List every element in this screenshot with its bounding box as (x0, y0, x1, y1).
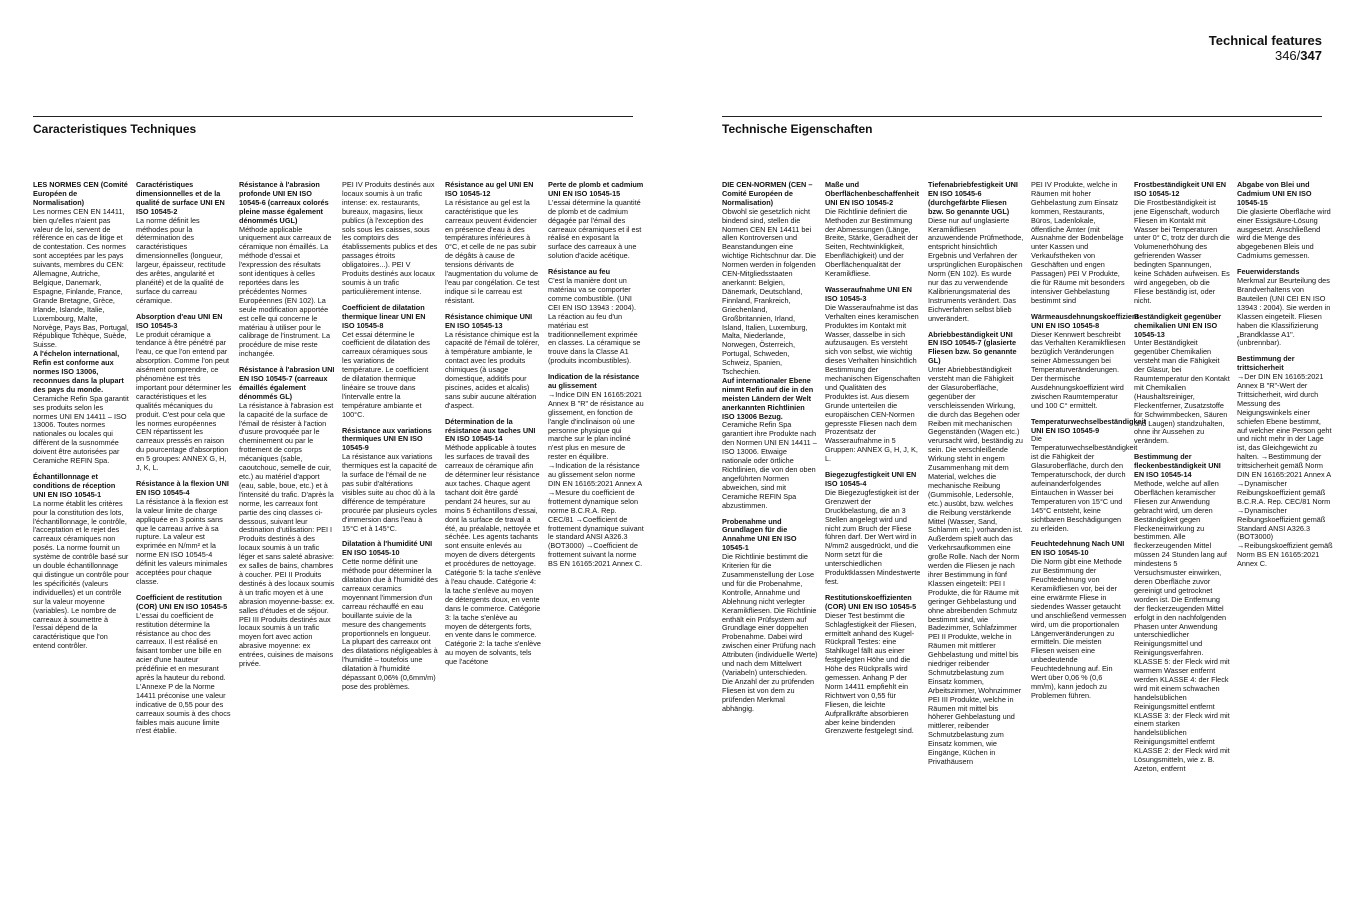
spec-text: Die Temperaturwechselbeständigkeit ist die Fähigkeit der Glasuroberfläche, durch den Temperaturschock, der durch aufeinanderfolgendes Eintauchen in Wasser bei Temperaturen von 15°C und 145°C entsteht, keine sichtbaren Beschädigungen zu erleiden. (1031, 434, 1138, 533)
spec-text: Dieser Test bestimmt die Schlagfestigkeit der Fliesen, ermittelt anhand des Kugel-Rückprall Testes: eine Stahlkugel fällt aus einer festgelegten Höhe und die Höhe des Rückpralls wird gemessen. Anhang P der Norm 14411 empfiehlt ein Richtwert von 0,55 für Fliesen, die leichte Aufprallkräfte absorbieren aber keine bindenden Grenzwerte festgelegt sind. (825, 610, 917, 736)
spec-text: Ceramiche Refin Spa garantiert ihre Produkte nach den Normen UNI EN 14411 – ISO 13006. Etwaige nationale oder örtliche Richtlinien, die von den oben angeführten Normen abweichen, sind mit Ceramiche REFIN Spa abzustimmen. (722, 420, 817, 510)
spec-block (825, 471, 921, 587)
spec-block (1237, 268, 1333, 348)
spec-text: PEI IV Produkte, welche in Räumen mit hoher Gehbelastung zum Einsatz kommen, Restaurants, Büros, Ladenlokale, öffentliche Ämter (mit Ausnahme der Bodenbeläge unter Kassen und Verkaufstheken von Geschäften und engen Passagen) PEI V Produkte, die für Räume mit besonders intensiver Gehbelastung bestimmt sind (1031, 180, 1125, 305)
spec-heading: Feuerwiderstands (1237, 267, 1300, 277)
spec-text: L'essai du coefficient de restitution détermine la résistance au choc des carreaux. Il est réalisé en faisant tomber une bille en acier d'une hauteur prédéfinie et en mesurant après la hauteur du rebond. L'Annexe P de la Norme 14411 préconise une valeur indicative de 0,55 pour des carreaux soumis à des chocs faibles mais aucune limite n'est établie. (136, 610, 231, 736)
spec-block (1237, 181, 1333, 261)
spec-block (445, 313, 541, 411)
spec-heading: Bestimmung der fleckenbeständigkeit UNI EN ISO 10545-14 (1134, 452, 1221, 480)
spec-heading: Wasseraufnahme UNI EN ISO 10545-3 (825, 284, 912, 303)
text-column (548, 181, 644, 743)
spec-block (1134, 181, 1230, 306)
text-column (445, 181, 541, 743)
spec-block (136, 480, 232, 587)
spec-text: Die Richtlinie definiert die Methoden zur Bestimmung der Abmessungen (Länge, Breite, Stärke, Geradheit der Seiten, Rechtwinkligkeit, Ebenflächigkeit) und der Oberflächenqualität der Keramikfliese. (825, 206, 918, 279)
spec-text: La résistance aux variations thermiques est la capacité de la surface de l'émail de ne pas subir d'altérations visibles suite au choc dû à la différence de température procurée par plusieurs cycles d'immersion dans l'eau à 15°C et à 145°C. (342, 452, 437, 533)
spec-text: La norme établit les critères pour la constitution des lots, l'échantillonnage, le contrôle, l'acceptation et le rejet des carreaux céramiques non posés. La norme fournit un système de contrôle basé sur un double échantillonnage qui distingue un contrôle pour les spécificités (valeurs individuelles) et un contrôle sur la valeur moyenne (variables). Le nombre de carreaux à soumettre à l'essai dépend de la caractéristique que l'on entend contrôler. (33, 498, 129, 651)
spec-block (239, 181, 335, 359)
spec-text: Obwohl sie gesetzlich nicht bindend sind, stellen die Normen CEN EN 14411 bei allen Kontroversen und Beanstandungen eine wichtige Richtschnur dar. Die Normen werden in folgenden CEN-Mitgliedsstaaten anerkannt: Belgien, Dänemark, Deutschland, Finnland, Frankreich, Griechenland, Großbritannien, Irland, Island, Italien, Luxemburg, Malta, Niederlande, Norwegen, Österreich, Portugal, Schweden, Schweiz, Spanien, Tschechien. (722, 206, 817, 377)
spec-heading: Résistance au feu (548, 267, 611, 277)
spec-block (548, 181, 644, 261)
text-column (1134, 181, 1230, 781)
spec-block (825, 594, 921, 737)
spec-text: Méthode applicable uniquement aux carreaux de céramique non émaillés. La méthode d'essai et l'expression des résultats sont identiques à celles reportées dans les précédentes Normes Européennes (EN 102). La seule modification apportée est celle qui concerne le matériau à utiliser pour le calibrage de l'instrument. La procédure de mise reste inchangée. (239, 224, 332, 359)
spec-heading: Tiefenabriebfestigkeit UNI EN ISO 10545-6 (durchgefärbte Fliesen bzw. So genannte UGL) (928, 180, 1018, 216)
spec-block (548, 373, 644, 569)
spec-heading: Résistance à la flexion UNI EN ISO 10545-4 (136, 479, 229, 497)
spec-heading: Caractéristiques dimensionnelles et de la qualité de surface UNI EN ISO 10545-2 (136, 180, 225, 216)
spec-text: Die Wasseraufnahme ist das Verhalten eines keramischen Produktes im Kontakt mit Wasser, dasselbe in sich aufzusaugen. Es versteht sich von selbst, wie wichtig dieses Verhalten hinsichtlich Bestimmung der mechanischen Eigenschaften und Qualitäten des Produktes ist. Aus diesem Grunde unterteilen die europäischen CEN-Normen gepresste Fliesen nach dem Prozentsatz der Wasseraufnahme in 5 Gruppen: ANNEX G, H, J, K, L. (825, 302, 921, 464)
spec-heading: Absorption d'eau UNI EN ISO 10545-3 (136, 311, 223, 330)
spec-block (825, 286, 921, 464)
text-column (136, 181, 232, 743)
spec-text: Methode, welche auf allen Oberflächen keramischer Fliesen zur Anwendung gebracht wird, um deren Beständigkeit gegen Fleckeneinwirkung zu bestimmen. Alle fleckerzeugenden Mittel müssen 24 Stunden lang auf mindestens 5 Versuchsmuster einwirken, deren Oberfläche zuvor gereinigt und getrocknet worden ist. Die Entfernung der fleckerzeugenden Mittel erfolgt in den nachfolgenden Phasen unter Anwendung unterschiedlicher Reinigungsmittel und Reinigungsverfahren. KLASSE 5: der Fleck wird mit warmem Wasser entfernt werden KLASSE 4: der Fleck wird mit einem schwachen handelsüblichen Reinigungsmittel entfernt KLASSE 3: der Fleck wird mit einem starken handelsüblichen Reinigungsmittel entfernt KLASSE 2: der Fleck wird mit Lösungsmitteln, wie z. B. Azeton, entfernt (1134, 479, 1230, 773)
spec-heading: Résistance chimique UNI EN ISO 10545-13 (445, 311, 533, 330)
spec-text: Auf internationaler Ebene nimmt Refin auf die in den meisten Ländern der Welt anerkannten Richtlinien ISO 13006 Bezug. (722, 375, 814, 421)
spec-text: Die glasierte Oberfläche wird einer Essigsäure-Lösung ausgesetzt. Anschließend wird die Menge des abgegebenen Bleis und Cadmiums gemessen. (1237, 206, 1331, 261)
spec-block (1031, 540, 1127, 700)
spec-text: C'est la manière dont un matériau va se comporter comme combustible. (UNI CEI EN ISO 13943 : 2004). La réaction au feu d'un matériau est traditionnellement exprimée en classes. La céramique se trouve dans la Classe A1 (produits incombustibles). (548, 276, 641, 366)
text-column (722, 181, 818, 781)
spec-heading: Maße und Oberflächenbeschaffenheit UNI EN ISO 10545-2 (825, 180, 920, 207)
spec-block (928, 331, 1024, 767)
spec-heading: Coefficient de restitution (COR) UNI EN ISO 10545-5 (136, 592, 228, 611)
text-column (928, 181, 1024, 781)
spec-text: Die Biegezugfestigkeit ist der Grenzwert der Druckbelastung, die an 3 Stellen angelegt wird und nicht zum Bruch der Fliese führen darf. Der Wert wird in N/mm2 ausgedrückt, und die Norm setzt für die unterschiedlichen Produktklassen Mindestwerte fest. (825, 487, 921, 586)
spec-block (445, 418, 541, 667)
spec-heading: Probenahme und Grundlagen für die Annahme UNI EN ISO 10545-1 (722, 516, 797, 553)
text-column (239, 181, 335, 743)
spec-text: Unter Beständigkeit gegenüber Chemikalien versteht man die Fähigkeit der Glasur, bei Raumtemperatur den Kontakt mit Chemikalien (Haushaltsreiniger, Fleckentferner, Zusatzstoffe für Schwimmbecken, Säuren und Laugen) standzuhalten, ohne ihr Aussehen zu verändern. (1134, 338, 1230, 446)
spec-heading: Échantillonnage et conditions de réception UNI EN ISO 10545-1 (33, 472, 116, 499)
spec-block (342, 181, 438, 297)
spec-heading: Restitutionskoeffizienten (COR) UNI EN ISO 10545-5 (825, 592, 917, 611)
left-section-rule (33, 116, 633, 117)
spec-text: La résistance au gel est la caractéristique que les carreaux peuvent évidencier en présence d'eau à des températures inférieures à 0°C, et celle de ne pas subir de dégâts à cause de tensions dérivants de l'augmentation du volume de l'eau par congélation. Ce test indique si le carreau est résistant. (445, 197, 540, 305)
spec-heading: Résistance à l'abrasion profonde UNI EN ISO 10545-6 (carreaux colorés pleine masse également dénommés UGL) (239, 180, 329, 225)
section-title-de: Technische Eigenschaften (722, 122, 873, 136)
french-columns (33, 181, 644, 743)
spec-block (825, 181, 921, 279)
text-column (1237, 181, 1333, 781)
spec-block (136, 313, 232, 473)
spec-text: Unter Abriebbeständigkeit versteht man die Fähigkeit der Glasuroberfläche, gegenüber der verschleissenden Wirkung, die durch das Begehen oder Reiben mit mechanischen Gegenständen (Wagen etc.) verursacht wird, beständig zu sein. Die verschleißende Wirkung steht in engem Zusammenhang mit dem Material, welches die mechanische Reibung (Gummisohle, Ledersohle, etc.) ausübt, bzw. welches die Reibung verstärkende Mittel (Wasser, Sand, Schlamm etc.) vorhanden ist. Außerdem spielt auch das Verkehrsaufkommen eine große Rolle. Nach der Norm werden die Fliesen je nach ihrer Bestimmung in fünf Klassen eingeteilt: PEI I Produkte, die für Räume mit geringer Gehbelastung und ohne abreibenden Schmutz bestimmt sind, wie Badezimmer, Schlafzimmer PEI II Produkte, welche in Räumen mit mittlerer Gehbelastung und mittel bis niedriger reibender Schmutzbelastung zum Einsatz kommen, Arbeitszimmer, Wohnzimmer PEI III Produkte, welche in Räumen mit mittel bis höherer Gehbelastung und mittlerer, reibender Schmutzbelastung zum Einsatz kommen, wie Eingänge, Küchen in Privathäusern (928, 365, 1023, 766)
spec-block (136, 594, 232, 737)
spec-block (1134, 453, 1230, 774)
text-column (342, 181, 438, 743)
spec-text: Die Frostbeständigkeit ist jene Eigenschaft, wodurch Fliesen im Kontakt mit Wasser bei Temperaturen unter 0° C, trotz der durch die Volumenerhöhung des gefrierenden Wasser bedingten Spannungen, keine Schäden aufweisen. Es wird angegeben, ob die Fliese beständig ist, oder nicht. (1134, 197, 1230, 305)
spec-text: Les normes CEN EN 14411, bien qu'elles n'aient pas valeur de loi, servent de référence en cas de litige et de contestation. Ces normes sont acceptées par les pays suivants, membres du CEN: Allemagne, Autriche, Belgique, Danemark, Espagne, Finlande, France, Grande Bretagne, Grèce, Irlande, Islande, Italie, Luxembourg, Malte, Norvège, Pays Bas, Portugal, République Tchèque, Suède, Suisse. (33, 206, 129, 350)
spec-block (1031, 181, 1127, 306)
spec-text: Ceramiche Refin Spa garantit ses produits selon les normes UNI EN 14411 – ISO 13006. Toutes normes nationales ou locales qui diffèrent de la susnommée doivent être autorisées par Ceramiche REFIN Spa. (33, 393, 129, 466)
text-column (33, 181, 129, 743)
spec-block (1031, 416, 1147, 534)
page-number: 346/347 (1274, 48, 1322, 63)
spec-heading: Perte de plomb et cadmium UNI EN ISO 10545-15 (548, 180, 644, 198)
spec-block (1031, 311, 1139, 411)
spec-block (722, 181, 818, 511)
spec-heading: Abgabe von Blei und Cadmium UNI EN ISO 10545-15 (1237, 180, 1312, 207)
spec-heading: Résistance à l'abrasion UNI EN ISO 10545-7 (carreaux émaillés également dénommés GL) (239, 365, 335, 401)
right-section-rule (722, 116, 1322, 117)
spec-heading: Indication de la résistance au glissement (548, 372, 640, 391)
spec-text: La résistance à l'abrasion est la capacité de la surface de l'émail de résister à l'action d'usure provoquée par le cheminement ou par le frottement de corps mécaniques (sable, caoutchouc, semelle de cuir, etc.) au matériel d'apport (eau, sable, boue, etc.) et à l'intensité du trafic. D'après la norme, les carreaux font partie des cinq classes ci-dessous, suivant leur destination d'utilisation: PEI I Produits destinés à des locaux soumis à un trafic léger et sans saleté abrasive: ex salles de bains, chambres à coucher. PEI II Produits destinés à des locaux soumis à un trafic moyen et à une abrasion moyenne-basse: ex. salles d'études et de séjour. PEI III Produits destinés aux locaux soumis à un trafic moyen fort avec action abrasive moyenne: ex entrées, cuisines de maisons privée. (239, 400, 335, 669)
spec-block (342, 540, 438, 691)
spec-text: La résistance chimique est la capacité de l'émail de tolérer, à température ambiante, le contact avec les produits chimiques (à usage domestique, additifs pour piscines, acides et alcalis) sans subir aucune altération d'aspect. (445, 329, 540, 410)
spec-block (342, 304, 438, 420)
header-title: Technical features (1208, 33, 1322, 48)
spec-text: La résistance à la flexion est la valeur limite de charge appliquée en 3 points sans que le carreau arrive à sa rupture. La valeur est exprimée en N/mm² et la norme EN ISO 10545-4 définit les valeurs minimales acceptées pour chaque classe. (136, 496, 229, 586)
page-header (1209, 33, 1322, 63)
spec-heading: Biegezugfestigkeit UNI EN ISO 10545-4 (825, 470, 917, 488)
spec-text: PEI IV Produits destinés aux locaux soumis à un trafic intense: ex. restaurants, bureaux, magasins, lieux publics (à l'exception des sols sous les caisses, sous les comptoirs des établissements publics et des passages étroits obligatoires...). PEI V Produits destinés aux locaux soumis à un trafic particulièrement intense. (342, 180, 438, 296)
spec-block (136, 181, 232, 306)
spec-heading: LES NORMES CEN (Comité Européen de Normalisation) (33, 180, 128, 207)
spec-block (33, 181, 129, 466)
spec-block (548, 268, 644, 366)
spec-text: Dieser Kennwert beschreibt das Verhalten Keramikfliesen bezüglich Veränderungen seiner Abmessungen bei Temperaturveränderungen. Der thermische Ausdehnungskoeffizient wird zwischen Raumtemperatur und 100 C° ermittelt. (1031, 329, 1126, 410)
spec-heading: Abriebbeständigkeit UNI EN ISO 10545-7 (glasierte Fliesen bzw. So genannte GL) (928, 329, 1017, 366)
spec-heading: Beständigkeit gegenüber chemikalien UNI EN ISO 10545-13 (1134, 311, 1222, 339)
spec-text: Le produit céramique a tendance à être pénétré par l'eau, ce que l'on entend par absorption. Comme l'on peut aisément comprendre, ce phénomène est très important pour déterminer les caractéristiques et les qualités mécaniques du produit. C'est pour cela que les normes européennes CEN répartissent les carreaux pressés en raison du pourcentage d'absorption en 5 groupes: ANNEX G, H, J, K, L. (136, 329, 232, 473)
spec-block (239, 366, 335, 669)
spec-heading: Frostbeständigkeit UNI EN ISO 10545-12 (1134, 180, 1227, 198)
spec-text: →Der DIN EN 16165:2021 Annex B "R"-Wert der Trittsicherheit, wird durch Messung des Neigungswinkels einer schiefen Ebene bestimmt, auf welcher eine Person geht und nicht mehr in der Lage ist, das Gleichgewicht zu halten. →Bestimmung der trittsicherheit gemäß Norm DIN EN 16165:2021 Annex A →Dynamischer Reibungskoeffizient gemäß B.C.R.A. Rep. CEC/81 Norm →Dynamischer Reibungskoeffizient gemäß Standard ANSI A326.3 (BOT3000) →Reibungskoeffizient gemäß Norm BS EN 16165:2021 Annex C. (1237, 372, 1333, 569)
spec-block (33, 473, 129, 651)
spec-block (722, 518, 818, 714)
spec-block (1237, 355, 1333, 569)
spec-text: Diese nur auf unglasierte Keramikfliesen anzuwendende Prüfmethode, entspricht hinsichtlich Ergebnis und Verfahren der ursprünglichen Europäischen Norm (EN 102). Es wurde nur das zu verwendende Kalibrierungsmaterial des Instruments verändert. Das Eichverfahren selbst blieb unverändert. (928, 215, 1024, 323)
spec-block (1134, 313, 1230, 447)
spec-text: Cette norme définit une méthode pour déterminer la dilatation due à l'humidité des carreaux ceramics moyennant l'immersion d'un carreau réchauffé en eau bouillante suivie de la mesure des changements proportionnels en longueur. La plupart des carreaux ont des dilatations négligeables à l'humidité – toutefois une dilatation à l'humidité dépassant 0,06% (0,6mm/m) pose des problèmes. (342, 557, 438, 691)
spec-heading: Coefficient de dilatation thermique linear UNI EN ISO 10545-8 (342, 302, 426, 330)
spec-heading: DIE CEN-NORMEN (CEN – Comité Européen de Normalisation) (722, 180, 813, 207)
spec-heading: Wärmeausdehnungskoeffizient UNI EN ISO 10545-8 (1031, 311, 1139, 330)
text-column (825, 181, 921, 781)
spec-text: A l'échelon international, Refin est conforme aux normes ISO 13006, reconnues dans la plupart des pays du monde. (33, 349, 124, 394)
spec-heading: Résistance aux variations thermiques UNI EN ISO 10545-9 (342, 425, 432, 453)
spec-text: L'essai détermine la quantité de plomb et de cadmium dégagée par l'émail des carreaux céramiques et il est réalisé en exposant la surface des carreaux à une solution d'acide acétique. (548, 197, 642, 261)
spec-text: La norme définit les méthodes pour la détermination des caractéristiques dimensionnelles (longueur, largeur, épaisseur, rectitude des arêtes, angularité et planéité) et de la qualité de surface du carreau céramique. (136, 215, 226, 305)
spec-text: Cet essai détermine le coefficient de dilatation des carreaux céramiques sous les variations de température. Le coefficient de dilatation thermique linéaire se trouve dans l'intervalle entre la température ambiante et 100°C. (342, 329, 430, 419)
spec-heading: Résistance au gel UNI EN ISO 10545-12 (445, 180, 534, 198)
spec-heading: Temperaturwechselbeständigkeit UNI EN ISO 10545-9 (1031, 416, 1147, 435)
section-title-fr: Caracteristiques Techniques (33, 122, 197, 136)
spec-block (342, 427, 438, 534)
german-columns (722, 181, 1333, 781)
spec-block (928, 181, 1024, 324)
spec-heading: Bestimmung der trittsicherheit (1237, 354, 1295, 373)
spec-heading: Dilatation à l'humidité UNI EN ISO 10545-10 (342, 539, 433, 558)
text-column (1031, 180, 1147, 781)
spec-text: Méthode applicable à toutes les surfaces de travail des carreaux de céramique afin de déterminer leur résistance aux taches. Chaque agent tachant doit être gardé pendant 24 heures, sur au moins 5 échantillons d'essai, dont la surface de travail a été, au préalable, nettoyée et séchée. Les agents tachants sont ensuite enlevés au moyen de divers détergents et procédures de nettoyage. Catégorie 5: la tache s'enlève à l'eau chaude. Catégorie 4: la tache s'enlève au moyen de détergents doux, en vente dans le commerce. Catégorie 3: la tache s'enlève au moyen de détergents forts, en vente dans le commerce. Catégorie 2: la tache s'enlève au moyen de solvants, tels que l'acétone (445, 443, 541, 667)
spec-text: Merkmal zur Beurteilung des Brandverhaltens von Bauteilen (UNI CEI EN ISO 13943 : 2004). Sie werden in Klassen eingeteilt. Fliesen haben die Klassifizierung „Brandklasse A1". (unbrennbar). (1237, 276, 1331, 348)
spec-heading: Feuchtedehnung Nach UNI EN ISO 10545-10 (1031, 539, 1125, 558)
spec-text: Die Richtlinie bestimmt die Kriterien für die Zusammenstellung der Lose und für die Probenahme, Kontrolle, Annahme und Ablehnung nicht verlegter Keramikfliesen. Die Richtlinie enthält ein Prüfsystem auf Grundlage einer doppelten Probenahme. Dabei wird zwischen einer Prüfung nach Attributen (individuelle Werte) und nach dem Mittelwert (Variabeln) unterschieden. Die Anzahl der zu prüfenden Fliesen ist von dem zu prüfenden Merkmal abhängig. (722, 552, 818, 713)
spec-text: Die Norm gibt eine Methode zur Bestimmung der Feuchtedehnung von Keramikfliesen vor, bei der eine erwärmte Fliese in siedendes Wasser getaucht und anschließend vermessen wird, um die proportionalen Längenveränderungen zu ermitteln. Die meisten Fliesen weisen eine unbedeutende Feuchtedehnung auf. Ein Wert über 0,06 % (0,6 mm/m), kann jedoch zu Problemen führen. (1031, 557, 1127, 700)
spec-text: →Indice DIN EN 16165:2021 Annex B "R" de résistance au glissement, en fonction de l'angle d'inclinaison où une personne physique qui marche sur le plan incliné n'est plus en mesure de rester en équilibre. →Indication de la résistance au glissement selon norme DIN EN 16165:2021 Annex A →Mesure du coefficient de frottement dynamique selon norme B.C.R.A. Rep. CEC/81 →Coefficient de frottement dynamique suivant le standard ANSI A326.3 (BOT3000) →Coefficient de frottement suivant la norme BS EN 16165:2021 Annex C. (548, 389, 644, 569)
spec-heading: Détermination de la résistance aux taches UNI EN ISO 10545-14 (445, 416, 536, 444)
spec-block (445, 181, 541, 306)
